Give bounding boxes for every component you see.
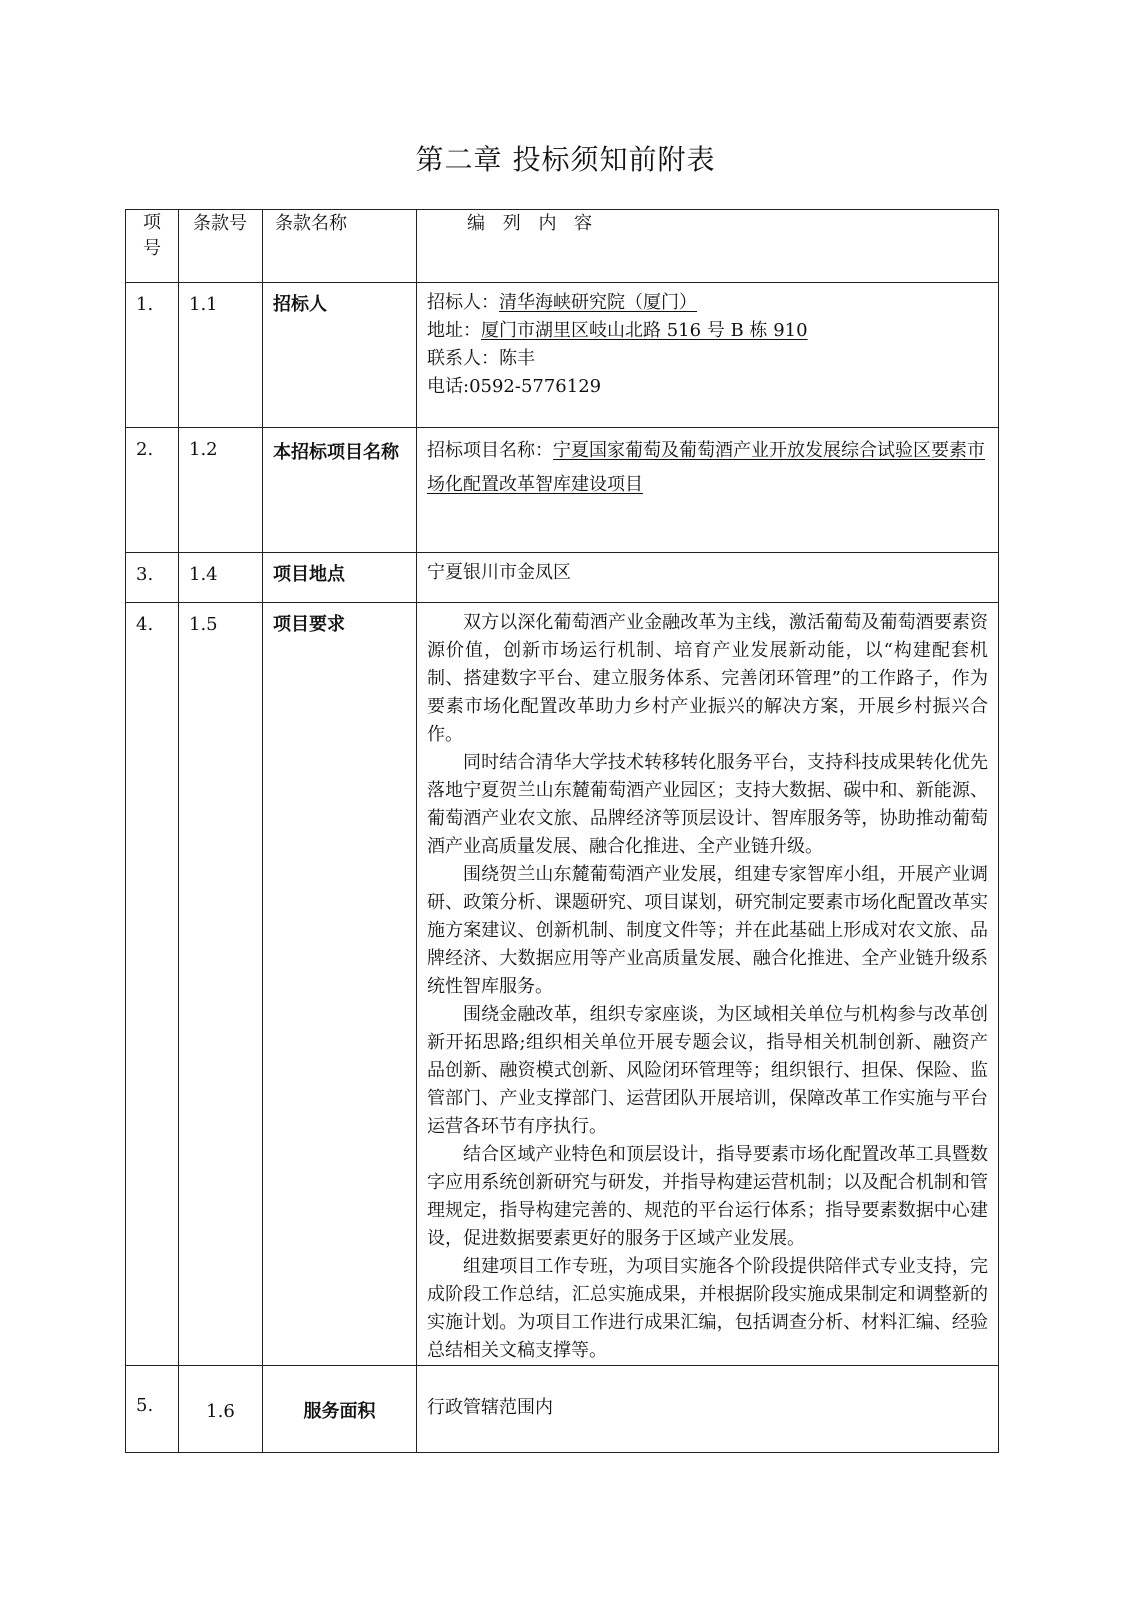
row-index: 4. <box>126 603 179 1366</box>
row-name: 项目地点 <box>263 553 417 603</box>
project-label: 招标项目名称： <box>427 440 553 461</box>
row-clause: 1.4 <box>179 553 263 603</box>
row-content <box>417 603 999 1366</box>
row-name: 招标人 <box>263 283 417 428</box>
row-content: 宁夏银川市金凤区 <box>417 553 999 603</box>
table-header-row <box>126 210 999 283</box>
requirement-paragraph: 双方以深化葡萄酒产业金融改革为主线，激活葡萄及葡萄酒要素资源价值，创新市场运行机制、培育产业发展新动能，以“构建配套机制、搭建数字平台、建立服务体系、完善闭环管理”的工作路子，作为要素市场化配置改革助力乡村产业振兴的解决方案，开展乡村振兴合作。 <box>427 612 988 745</box>
address-value: 厦门市湖里区岐山北路 516 号 B 栋 910 <box>481 320 808 341</box>
header-clause-number: 条款号 <box>179 210 263 283</box>
header-item-number-line2: 号 <box>143 238 161 259</box>
header-item-number <box>126 210 179 283</box>
bid-notice-table <box>125 209 999 1453</box>
row-content <box>417 428 999 553</box>
row-name: 本招标项目名称 <box>263 428 417 553</box>
contact-line: 联系人：陈丰 <box>427 348 535 369</box>
requirement-paragraph: 结合区域产业特色和顶层设计，指导要素市场化配置改革工具暨数字应用系统创新研究与研发，并指导构建运营机制；以及配合机制和管理规定，指导构建完善的、规范的平台运行体系；指导要素数据中心建设，促进数据要素更好的服务于区域产业发展。 <box>427 1144 988 1249</box>
row-clause: 1.2 <box>179 428 263 553</box>
address-line <box>427 317 990 345</box>
requirement-paragraph: 同时结合清华大学技术转移转化服务平台，支持科技成果转化优先落地宁夏贺兰山东麓葡萄酒产业园区；支持大数据、碳中和、新能源、葡萄酒产业农文旅、品牌经济等顶层设计、智库服务等，协助推动葡萄酒产业高质量发展、融合化推进、全产业链升级。 <box>427 752 988 857</box>
address-label: 地址： <box>427 320 481 341</box>
row-name: 服务面积 <box>263 1366 417 1453</box>
row-content <box>417 283 999 428</box>
table-row <box>126 603 999 1366</box>
page-title: 第二章 投标须知前附表 <box>415 143 716 176</box>
table-row <box>126 553 999 603</box>
phone-line: 电话:0592-5776129 <box>427 376 602 397</box>
row-clause: 1.5 <box>179 603 263 1366</box>
row-index: 3. <box>126 553 179 603</box>
header-clause-name: 条款名称 <box>263 210 417 283</box>
tenderer-value: 清华海峡研究院（厦门） <box>499 292 697 313</box>
row-index: 1. <box>126 283 179 428</box>
row-clause: 1.6 <box>179 1366 263 1453</box>
requirement-paragraph: 围绕贺兰山东麓葡萄酒产业发展，组建专家智库小组，开展产业调研、政策分析、课题研究、项目谋划，研究制定要素市场化配置改革实施方案建议、创新机制、制度文件等；并在此基础上形成对农文旅、品牌经济、大数据应用等产业高质量发展、融合化推进、全产业链升级系统性智库服务。 <box>427 864 988 997</box>
row-index: 5. <box>126 1366 179 1453</box>
table-row <box>126 428 999 553</box>
header-content: 编 列 内 容 <box>417 210 999 283</box>
tenderer-line <box>427 289 990 317</box>
row-clause: 1.1 <box>179 283 263 428</box>
tenderer-label: 招标人： <box>427 292 499 313</box>
requirement-paragraph: 组建项目工作专班，为项目实施各个阶段提供陪伴式专业支持，完成阶段工作总结，汇总实施成果，并根据阶段实施成果制定和调整新的实施计划。为项目工作进行成果汇编，包括调查分析、材料汇编、经验总结相关文稿支撑等。 <box>427 1256 988 1361</box>
table-row <box>126 1366 999 1453</box>
requirement-paragraph: 围绕金融改革，组织专家座谈，为区域相关单位与机构参与改革创新开拓思路;组织相关单位开展专题会议，指导相关机制创新、融资产品创新、融资模式创新、风险闭环管理等；组织银行、担保、保险、监管部门、产业支撑部门、运营团队开展培训，保障改革工作实施与平台运营各环节有序执行。 <box>427 1004 988 1137</box>
header-item-number-line1: 项 <box>143 212 161 233</box>
project-value: 宁夏国家葡萄及葡萄酒产业开放发展综合试验区要素市场化配置改革智库建设项目 <box>427 440 985 495</box>
table-row <box>126 283 999 428</box>
row-index: 2. <box>126 428 179 553</box>
row-name: 项目要求 <box>263 603 417 1366</box>
row-content: 行政管辖范围内 <box>417 1366 999 1453</box>
